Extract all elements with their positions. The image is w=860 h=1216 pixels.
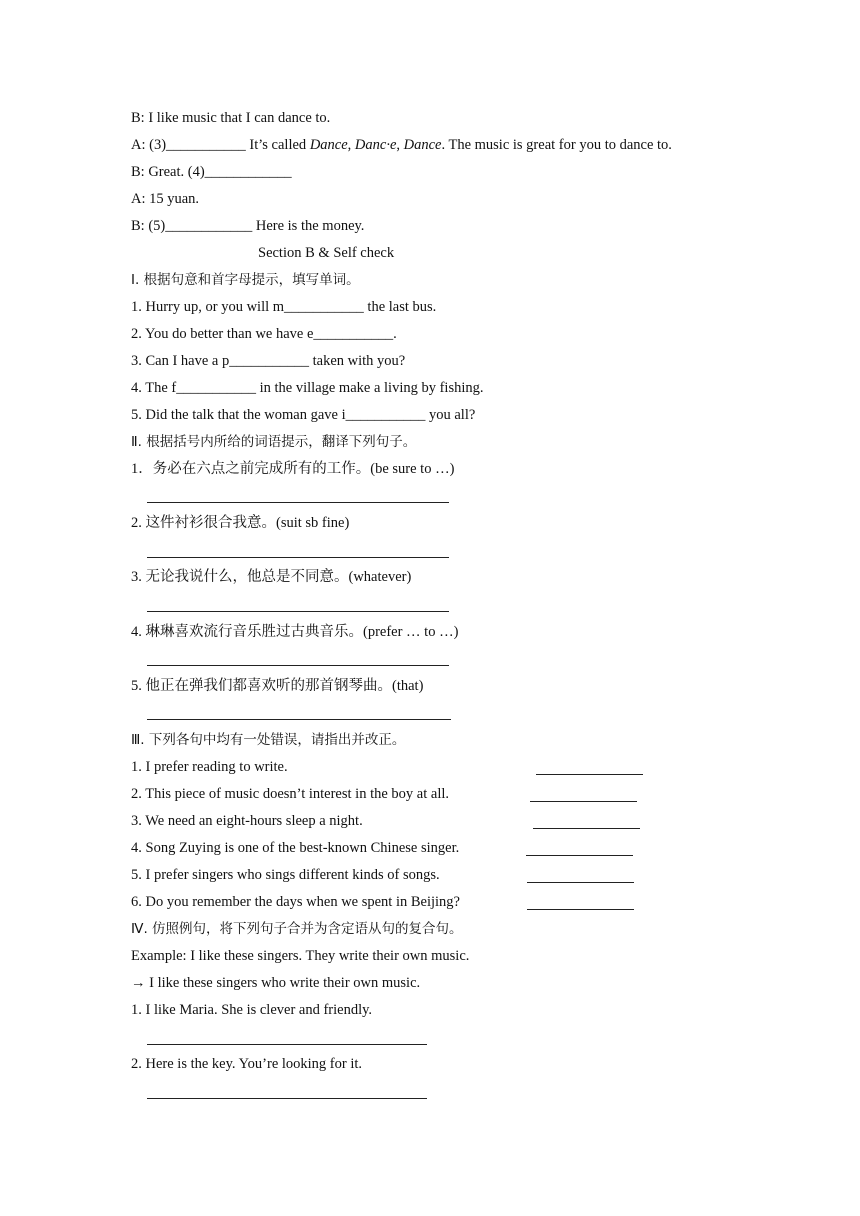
part2-item: 4. 琳琳喜欢流行音乐胜过古典音乐。(prefer … to …) — [131, 624, 459, 640]
dialogue-line-a3 — [131, 136, 672, 154]
part1-item: 1. Hurry up, or you will m___________ the last bus. — [131, 299, 437, 315]
song-title-3: Dance — [403, 137, 442, 153]
correction-line[interactable] — [530, 801, 637, 802]
answer-line[interactable] — [147, 1098, 427, 1099]
part4-example-answer: → I like these singers who write their own music. — [131, 975, 421, 991]
correction-line[interactable] — [533, 828, 640, 829]
a3-prefix: A: (3)___________ It’s called — [131, 137, 310, 153]
part3-item: 6. Do you remember the days when we spent in Beijing? — [131, 894, 460, 910]
part2-item: 1．务必在六点之前完成所有的工作。(be sure to …) — [131, 461, 455, 477]
part3-item: 3. We need an eight-hours sleep a night. — [131, 813, 363, 829]
correction-line[interactable] — [527, 882, 634, 883]
part3-item: 2. This piece of music doesn’t interest in the boy at all. — [131, 786, 449, 802]
part2-item: 3. 无论我说什么，他总是不同意。(whatever) — [131, 569, 412, 585]
answer-line[interactable] — [147, 1044, 427, 1045]
correction-line[interactable] — [536, 774, 643, 775]
part4-heading: Ⅳ. 仿照例句，将下列句子合并为含定语从句的复合句。 — [131, 921, 463, 937]
answer-line[interactable] — [147, 502, 449, 503]
a3-suffix: . The music is great for you to dance to. — [441, 137, 672, 153]
dialogue-line-b4: B: Great. (4)____________ — [131, 164, 292, 180]
part4-item: 2. Here is the key. You’re looking for it. — [131, 1056, 363, 1072]
part4-example: Example: I like these singers. They write their own music. — [131, 948, 470, 964]
song-title-2: Danc·e — [354, 137, 397, 153]
correction-line[interactable] — [526, 855, 633, 856]
part1-heading: Ⅰ. 根据句意和首字母提示，填写单词。 — [131, 272, 360, 288]
correction-line[interactable] — [527, 909, 634, 910]
part1-item: 2. You do better than we have e___________. — [131, 326, 397, 342]
song-title-1: Dance — [309, 137, 348, 153]
part1-item: 5. Did the talk that the woman gave i___________ you all? — [131, 407, 476, 423]
section-title: Section B & Self check — [258, 245, 395, 261]
part4-item: 1. I like Maria. She is clever and friendly. — [131, 1002, 373, 1018]
answer-line[interactable] — [147, 557, 449, 558]
title-separator: , — [347, 137, 355, 153]
answer-line[interactable] — [147, 611, 449, 612]
part3-heading: Ⅲ. 下列各句中均有一处错误，请指出并改正。 — [131, 732, 406, 748]
dialogue-line-b5: B: (5)____________ Here is the money. — [131, 218, 365, 234]
part1-item: 3. Can I have a p___________ taken with you? — [131, 353, 406, 369]
part3-item: 1. I prefer reading to write. — [131, 759, 288, 775]
part2-item: 2. 这件衬衫很合我意。(suit sb fine) — [131, 515, 350, 531]
dialogue-line-a-price: A: 15 yuan. — [131, 191, 200, 207]
part1-item: 4. The f___________ in the village make a living by fishing. — [131, 380, 484, 396]
part2-item: 5. 他正在弹我们都喜欢听的那首钢琴曲。(that) — [131, 678, 424, 694]
part3-item: 5. I prefer singers who sings different kinds of songs. — [131, 867, 440, 883]
part3-item: 4. Song Zuying is one of the best-known Chinese singer. — [131, 840, 460, 856]
answer-line[interactable] — [147, 719, 451, 720]
part2-heading: Ⅱ. 根据括号内所给的词语提示，翻译下列句子。 — [131, 434, 417, 450]
dialogue-line-b1: B: I like music that I can dance to. — [131, 110, 331, 126]
answer-line[interactable] — [147, 665, 449, 666]
title-separator: , — [396, 137, 404, 153]
